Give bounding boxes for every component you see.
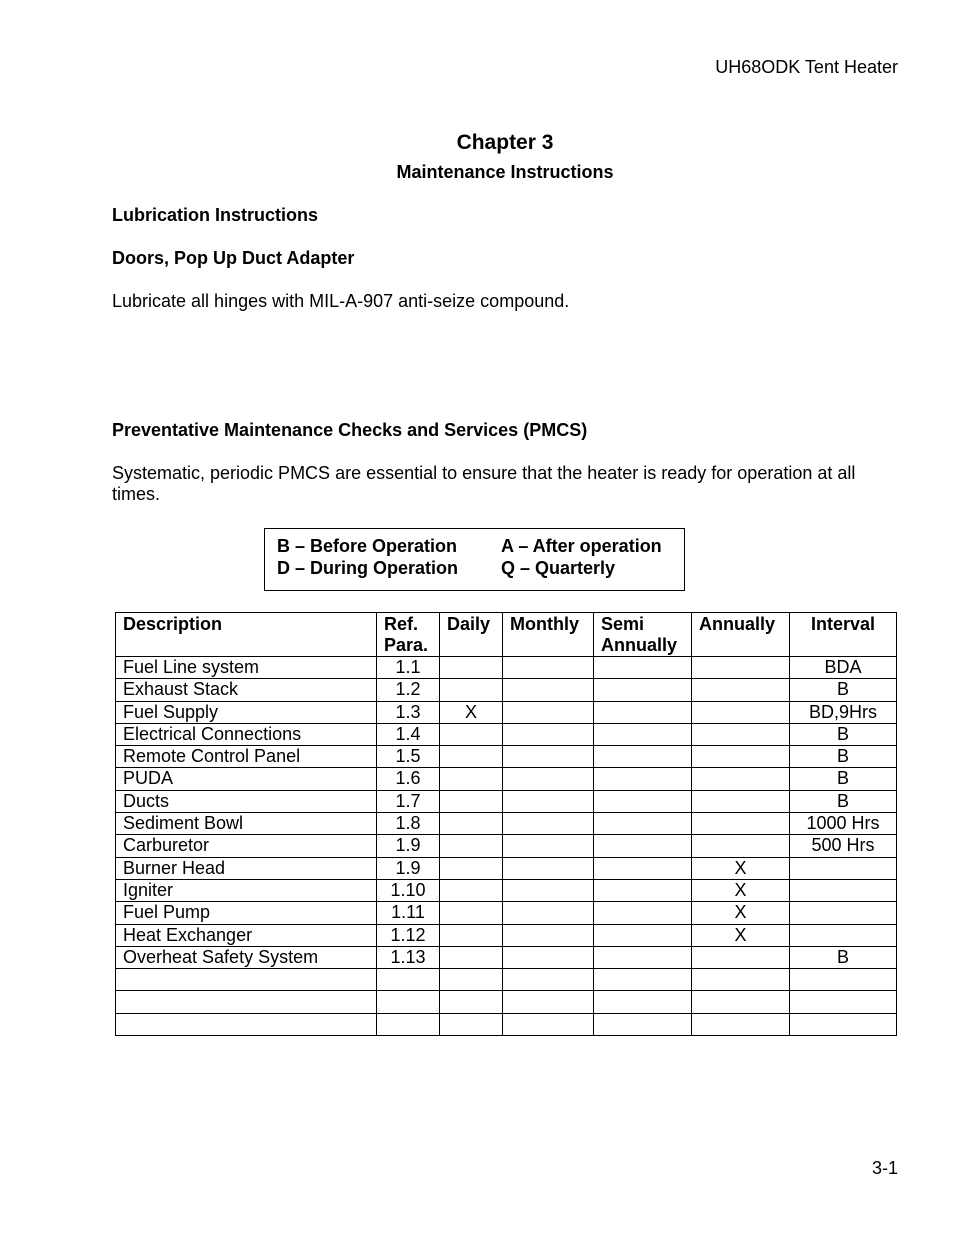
cell-annually: X <box>692 924 790 946</box>
cell-daily <box>440 857 503 879</box>
cell-description <box>116 969 377 991</box>
header-monthly: Monthly <box>503 613 594 657</box>
cell-annually <box>692 813 790 835</box>
lubrication-heading: Lubrication Instructions <box>112 205 319 225</box>
table-row <box>116 835 897 857</box>
table-row <box>116 902 897 924</box>
cell-interval: B <box>790 723 897 745</box>
cell-description: Sediment Bowl <box>116 813 377 835</box>
cell-daily <box>440 991 503 1013</box>
table-row <box>116 723 897 745</box>
cell-semi-annually <box>594 768 692 790</box>
cell-daily <box>440 969 503 991</box>
cell-ref-para <box>377 991 440 1013</box>
cell-semi-annually <box>594 746 692 768</box>
cell-monthly <box>503 857 594 879</box>
cell-interval: 1000 Hrs <box>790 813 897 835</box>
cell-daily <box>440 835 503 857</box>
pmcs-table <box>115 612 897 1036</box>
cell-description <box>116 1013 377 1035</box>
cell-monthly <box>503 969 594 991</box>
cell-ref-para: 1.4 <box>377 723 440 745</box>
cell-ref-para: 1.7 <box>377 790 440 812</box>
cell-ref-para: 1.6 <box>377 768 440 790</box>
cell-semi-annually <box>594 879 692 901</box>
cell-monthly <box>503 790 594 812</box>
cell-description: Igniter <box>116 879 377 901</box>
table-row <box>116 657 897 679</box>
cell-monthly <box>503 679 594 701</box>
table-row <box>116 991 897 1013</box>
cell-interval <box>790 1013 897 1035</box>
cell-interval <box>790 857 897 879</box>
cell-annually <box>692 657 790 679</box>
cell-monthly <box>503 813 594 835</box>
cell-semi-annually <box>594 701 692 723</box>
cell-interval <box>790 924 897 946</box>
cell-monthly <box>503 701 594 723</box>
cell-semi-annually <box>594 924 692 946</box>
cell-annually <box>692 701 790 723</box>
header-annually: Annually <box>692 613 790 657</box>
cell-annually: X <box>692 902 790 924</box>
cell-daily <box>440 768 503 790</box>
cell-description: Burner Head <box>116 857 377 879</box>
cell-description: Heat Exchanger <box>116 924 377 946</box>
cell-ref-para: 1.12 <box>377 924 440 946</box>
cell-description: Fuel Supply <box>116 701 377 723</box>
cell-ref-para <box>377 969 440 991</box>
cell-annually <box>692 768 790 790</box>
table-row <box>116 946 897 968</box>
table-row <box>116 746 897 768</box>
legend-after-operation: A – After operation <box>501 536 662 556</box>
cell-semi-annually <box>594 1013 692 1035</box>
cell-interval: B <box>790 768 897 790</box>
pmcs-text: Systematic, periodic PMCS are essential to ensure that the heater is ready for operation at all times. <box>112 463 856 504</box>
page-number: 3-1 <box>871 1158 898 1178</box>
legend-during-operation: D – During Operation <box>277 558 459 578</box>
cell-interval: B <box>790 946 897 968</box>
cell-description: Exhaust Stack <box>116 679 377 701</box>
table-header-row <box>116 613 897 657</box>
cell-monthly <box>503 657 594 679</box>
document-header-title: UH68ODK Tent Heater <box>715 57 898 77</box>
table-row <box>116 969 897 991</box>
table-body <box>116 657 897 1036</box>
table-row <box>116 857 897 879</box>
table-row <box>116 701 897 723</box>
cell-description: Fuel Pump <box>116 902 377 924</box>
cell-semi-annually <box>594 835 692 857</box>
cell-daily: X <box>440 701 503 723</box>
cell-description: Fuel Line system <box>116 657 377 679</box>
cell-semi-annually <box>594 857 692 879</box>
header-ref-para: Ref. Para. <box>377 613 440 657</box>
cell-semi-annually <box>594 790 692 812</box>
header-daily: Daily <box>440 613 503 657</box>
chapter-subtitle: Maintenance Instructions <box>396 162 614 182</box>
cell-interval <box>790 879 897 901</box>
cell-interval: B <box>790 746 897 768</box>
header-interval: Interval <box>790 613 897 657</box>
table-row <box>116 790 897 812</box>
cell-description: PUDA <box>116 768 377 790</box>
cell-semi-annually <box>594 946 692 968</box>
cell-daily <box>440 746 503 768</box>
cell-monthly <box>503 902 594 924</box>
legend-quarterly: Q – Quarterly <box>501 558 616 578</box>
cell-monthly <box>503 991 594 1013</box>
cell-monthly <box>503 924 594 946</box>
cell-daily <box>440 813 503 835</box>
cell-daily <box>440 902 503 924</box>
cell-annually <box>692 679 790 701</box>
cell-ref-para <box>377 1013 440 1035</box>
cell-description <box>116 991 377 1013</box>
cell-annually <box>692 1013 790 1035</box>
cell-ref-para: 1.2 <box>377 679 440 701</box>
table-row <box>116 879 897 901</box>
cell-semi-annually <box>594 991 692 1013</box>
cell-interval <box>790 969 897 991</box>
table-row <box>116 813 897 835</box>
header-description: Description <box>116 613 377 657</box>
cell-daily <box>440 723 503 745</box>
cell-monthly <box>503 768 594 790</box>
cell-interval: B <box>790 679 897 701</box>
cell-interval: 500 Hrs <box>790 835 897 857</box>
cell-annually <box>692 946 790 968</box>
cell-interval <box>790 902 897 924</box>
cell-daily <box>440 790 503 812</box>
table-row <box>116 1013 897 1035</box>
cell-description: Carburetor <box>116 835 377 857</box>
cell-semi-annually <box>594 813 692 835</box>
cell-ref-para: 1.3 <box>377 701 440 723</box>
cell-semi-annually <box>594 657 692 679</box>
cell-annually <box>692 723 790 745</box>
cell-description: Ducts <box>116 790 377 812</box>
cell-description: Electrical Connections <box>116 723 377 745</box>
cell-interval: BDA <box>790 657 897 679</box>
cell-semi-annually <box>594 723 692 745</box>
cell-interval <box>790 991 897 1013</box>
cell-description: Remote Control Panel <box>116 746 377 768</box>
cell-annually <box>692 790 790 812</box>
table-row <box>116 768 897 790</box>
cell-monthly <box>503 946 594 968</box>
cell-daily <box>440 657 503 679</box>
cell-annually: X <box>692 879 790 901</box>
cell-semi-annually <box>594 679 692 701</box>
cell-ref-para: 1.1 <box>377 657 440 679</box>
pmcs-heading: Preventative Maintenance Checks and Services (PMCS) <box>112 420 588 440</box>
legend-box <box>264 528 685 591</box>
cell-monthly <box>503 746 594 768</box>
table-row <box>116 924 897 946</box>
cell-interval: B <box>790 790 897 812</box>
cell-description: Overheat Safety System <box>116 946 377 968</box>
table-row <box>116 679 897 701</box>
cell-daily <box>440 679 503 701</box>
cell-ref-para: 1.11 <box>377 902 440 924</box>
cell-ref-para: 1.9 <box>377 835 440 857</box>
cell-ref-para: 1.13 <box>377 946 440 968</box>
lubrication-text: Lubricate all hinges with MIL-A-907 anti-seize compound. <box>112 291 570 311</box>
cell-ref-para: 1.9 <box>377 857 440 879</box>
cell-monthly <box>503 723 594 745</box>
cell-annually <box>692 835 790 857</box>
cell-daily <box>440 924 503 946</box>
cell-daily <box>440 1013 503 1035</box>
cell-ref-para: 1.10 <box>377 879 440 901</box>
cell-annually <box>692 969 790 991</box>
chapter-title: Chapter 3 <box>456 131 554 154</box>
lubrication-subheading: Doors, Pop Up Duct Adapter <box>112 248 355 268</box>
cell-semi-annually <box>594 969 692 991</box>
cell-monthly <box>503 835 594 857</box>
cell-daily <box>440 946 503 968</box>
cell-ref-para: 1.8 <box>377 813 440 835</box>
cell-monthly <box>503 1013 594 1035</box>
legend-before-operation: B – Before Operation <box>277 536 458 556</box>
cell-ref-para: 1.5 <box>377 746 440 768</box>
header-semi-annually: Semi Annually <box>594 613 692 657</box>
cell-interval: BD,9Hrs <box>790 701 897 723</box>
cell-monthly <box>503 879 594 901</box>
cell-annually <box>692 746 790 768</box>
cell-daily <box>440 879 503 901</box>
cell-semi-annually <box>594 902 692 924</box>
cell-annually: X <box>692 857 790 879</box>
cell-annually <box>692 991 790 1013</box>
